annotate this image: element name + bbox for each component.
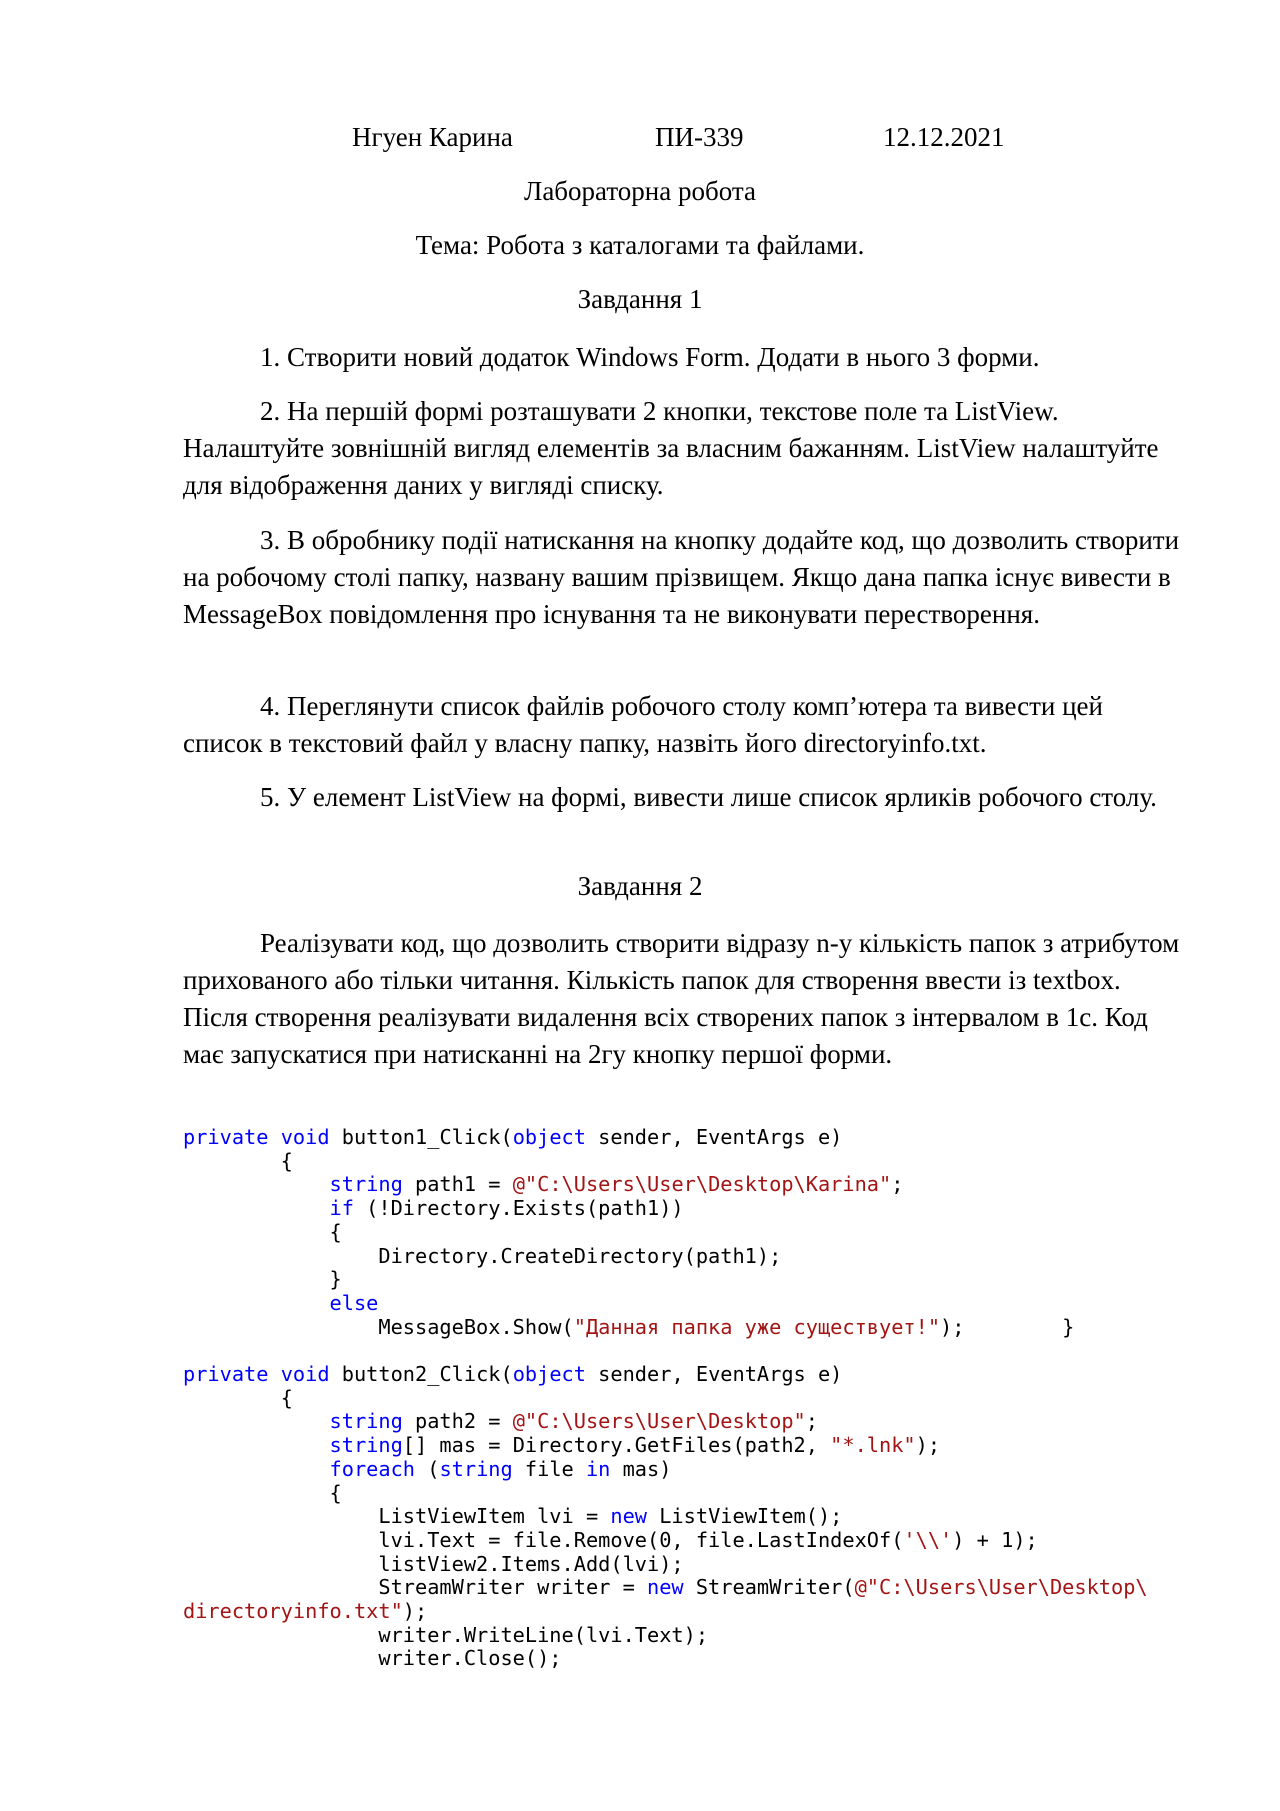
code-line bbox=[183, 1339, 1148, 1363]
code-text: ListViewItem(); bbox=[647, 1504, 843, 1529]
code-keyword: void bbox=[280, 1125, 330, 1149]
code-text: [] mas = Directory.GetFiles(path2, bbox=[402, 1433, 831, 1458]
code-line bbox=[183, 1553, 1148, 1577]
code-line bbox=[183, 1434, 1148, 1458]
code-keyword: if bbox=[329, 1196, 354, 1221]
code-text: writer.WriteLine(lvi.Text); bbox=[183, 1622, 709, 1647]
code-text: writer.Close(); bbox=[183, 1646, 562, 1671]
code-line bbox=[183, 1292, 1148, 1316]
code-line bbox=[183, 1600, 1148, 1624]
code-string: "Данная папка уже существует!" bbox=[573, 1314, 941, 1339]
code-line bbox=[183, 1624, 1148, 1648]
code-line bbox=[183, 1268, 1148, 1292]
code-keyword: in bbox=[585, 1456, 611, 1481]
code-string: @"C:\Users\User\Desktop\Karina" bbox=[512, 1172, 892, 1197]
code-line bbox=[183, 1458, 1148, 1482]
code-text: { bbox=[183, 1480, 342, 1505]
task2-text: Реалізувати код, що дозволить створити відразу n-у кількість папок з атрибутом прихованого або тільки читання. Кількість папок для створення ввести із textbox. Після створення реалізувати видалення всіх створених папок з інтервалом в 1с. Код має запускатися при натисканні на 2гу кнопку першої форми. bbox=[183, 928, 1180, 1069]
code-keyword: new bbox=[647, 1575, 684, 1600]
code-text: ); } bbox=[940, 1314, 1075, 1339]
code-line bbox=[183, 1529, 1148, 1553]
code-string: directoryinfo.txt" bbox=[183, 1599, 403, 1624]
code-text bbox=[183, 1433, 330, 1457]
document-title: Лабораторна робота bbox=[524, 176, 756, 206]
code-line bbox=[183, 1245, 1148, 1269]
code-line bbox=[183, 1505, 1148, 1529]
code-line bbox=[183, 1126, 1148, 1150]
code-text: ); bbox=[402, 1599, 428, 1624]
code-text bbox=[183, 1409, 330, 1433]
code-string: "*.lnk" bbox=[830, 1433, 916, 1458]
student-name: Нгуен Карина bbox=[352, 122, 513, 152]
code-text: ; bbox=[805, 1409, 818, 1434]
code-text: file bbox=[512, 1456, 586, 1481]
code-text: ) + 1); bbox=[952, 1527, 1038, 1552]
code-line bbox=[183, 1173, 1148, 1197]
task1-heading: Завдання 1 bbox=[577, 284, 703, 314]
code-text: sender, EventArgs e) bbox=[585, 1362, 843, 1387]
code-keyword: else bbox=[329, 1290, 379, 1315]
code-text: path2 = bbox=[402, 1409, 513, 1434]
code-string: '\\' bbox=[903, 1527, 953, 1552]
code-keyword: private bbox=[183, 1125, 269, 1149]
code-text: button2_Click( bbox=[329, 1362, 513, 1387]
code-text bbox=[183, 1291, 330, 1315]
code-keyword: void bbox=[280, 1362, 330, 1387]
code-line bbox=[183, 1363, 1148, 1387]
code-text bbox=[268, 1125, 280, 1149]
code-text: sender, EventArgs e) bbox=[585, 1125, 843, 1149]
code-keyword: foreach bbox=[329, 1456, 416, 1481]
code-text: (!Directory.Exists(path1)) bbox=[353, 1196, 684, 1221]
code-keyword: object bbox=[512, 1362, 586, 1387]
code-text: { bbox=[183, 1219, 342, 1244]
code-keyword: string bbox=[329, 1172, 403, 1197]
code-text bbox=[268, 1362, 280, 1386]
code-text: ( bbox=[415, 1456, 440, 1481]
code-text: lvi.Text = file.Remove(0, file.LastIndexOf( bbox=[183, 1527, 904, 1552]
code-line bbox=[183, 1410, 1148, 1434]
code-line bbox=[183, 1197, 1148, 1221]
student-group: ПИ-339 bbox=[655, 122, 744, 152]
code-line bbox=[183, 1387, 1148, 1411]
task1-item-4: 4. Переглянути список файлів робочого столу комп’ютера та вивести цей список в текстовий файл у власну папку, назвіть його directoryinfo.txt. bbox=[183, 691, 1103, 758]
code-line bbox=[183, 1647, 1148, 1671]
code-keyword: string bbox=[439, 1456, 513, 1481]
code-keyword: private bbox=[183, 1362, 269, 1387]
task1-item-1: 1. Створити новий додаток Windows Form. Додати в нього 3 форми. bbox=[260, 342, 1040, 372]
document-topic: Тема: Робота з каталогами та файлами. bbox=[415, 230, 865, 260]
code-text: StreamWriter( bbox=[683, 1575, 855, 1600]
code-text: path1 = bbox=[402, 1172, 513, 1197]
code-text: MessageBox.Show( bbox=[183, 1314, 574, 1339]
task1-item-5: 5. У елемент ListView на формі, вивести лише список ярликів робочого столу. bbox=[260, 782, 1157, 812]
code-text bbox=[183, 1172, 330, 1196]
code-line bbox=[183, 1150, 1148, 1174]
task1-item-2: 2. На першій формі розташувати 2 кнопки, текстове поле та ListView. Налаштуйте зовнішній вигляд елементів за власним бажанням. ListView налаштуйте для відображення даних у вигляді списку. bbox=[183, 396, 1159, 500]
code-text: listView2.Items.Add(lvi); bbox=[183, 1551, 684, 1576]
code-keyword: string bbox=[329, 1433, 403, 1458]
code-text: Directory.CreateDirectory(path1); bbox=[183, 1243, 782, 1268]
code-string: @"C:\Users\User\Desktop" bbox=[512, 1409, 806, 1434]
task2-heading: Завдання 2 bbox=[577, 871, 703, 901]
header-row bbox=[0, 122, 1280, 158]
code-text: mas) bbox=[610, 1456, 672, 1481]
code-text: button1_Click( bbox=[329, 1125, 513, 1149]
code-line bbox=[183, 1576, 1148, 1600]
code-text bbox=[183, 1457, 330, 1481]
code-text: } bbox=[183, 1267, 342, 1292]
task1-item-3: 3. В обробнику події натискання на кнопку додайте код, що дозволить створити на робочому столі папку, названу вашим прізвищем. Якщо дана папка існує вивести в MessageBox повідомлення про існування та не виконувати перестворення. bbox=[183, 525, 1180, 629]
code-line bbox=[183, 1221, 1148, 1245]
code-keyword: new bbox=[610, 1504, 648, 1529]
code-line bbox=[183, 1316, 1148, 1340]
code-text: StreamWriter writer = bbox=[183, 1575, 647, 1600]
code-text: { bbox=[183, 1148, 293, 1173]
code-keyword: string bbox=[329, 1409, 403, 1434]
code-listing bbox=[183, 1126, 1148, 1671]
code-text: ); bbox=[915, 1433, 941, 1458]
code-text bbox=[183, 1196, 330, 1220]
code-keyword: object bbox=[512, 1125, 586, 1149]
code-text: ; bbox=[891, 1172, 904, 1197]
code-line bbox=[183, 1482, 1148, 1506]
code-text: ListViewItem lvi = bbox=[183, 1504, 611, 1529]
code-text: { bbox=[183, 1385, 293, 1410]
document-date: 12.12.2021 bbox=[883, 122, 1005, 152]
code-string: @"C:\Users\User\Desktop\ bbox=[854, 1575, 1148, 1600]
